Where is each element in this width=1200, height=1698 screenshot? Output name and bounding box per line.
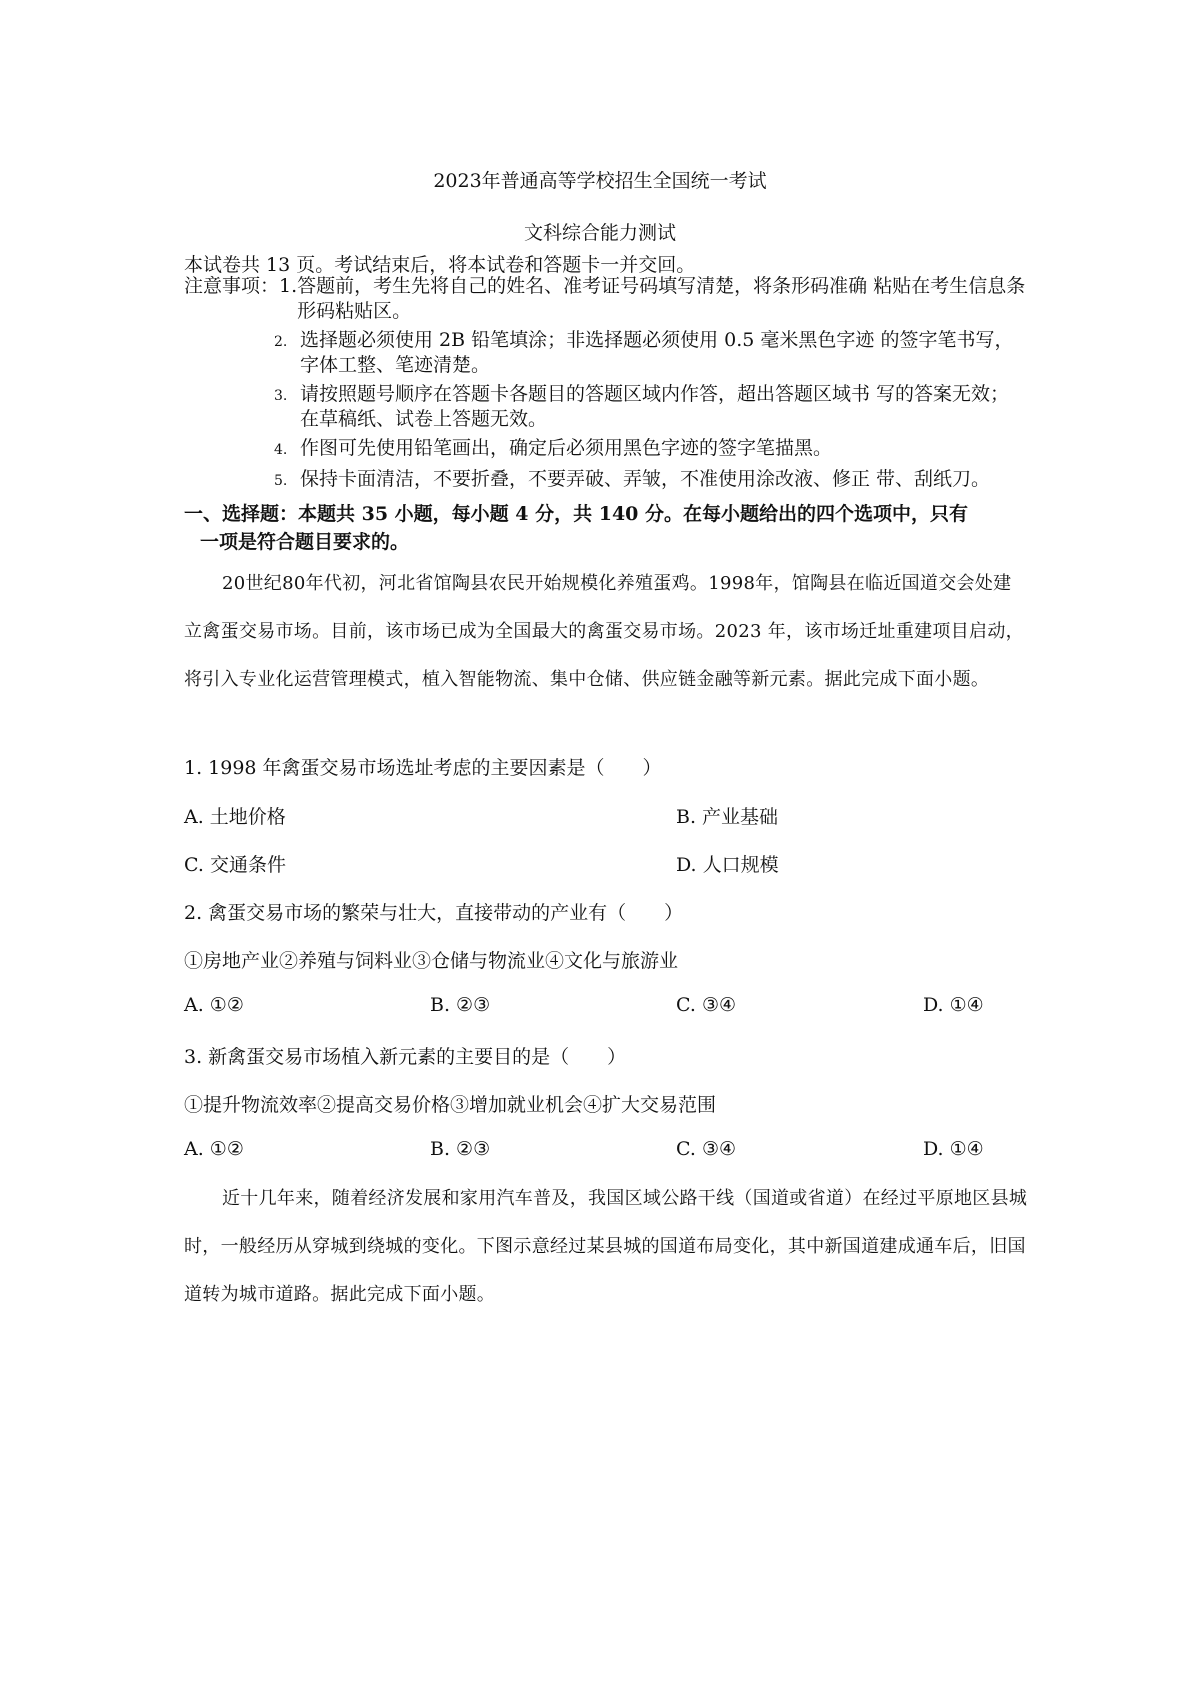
q2-option-d: D. ①④ <box>923 994 984 1016</box>
q3-option-b: B. ②③ <box>430 1138 491 1160</box>
page-count-note: 本试卷共 13 页。考试结束后，将本试卷和答题卡一并交回。 <box>184 254 696 276</box>
question-1-stem: 1. 1998 年禽蛋交易市场选址考虑的主要因素是（ ） <box>184 757 662 779</box>
question-2-stem: 2. 禽蛋交易市场的繁荣与壮大，直接带动的产业有（ ） <box>184 902 684 924</box>
instruction-3 <box>184 382 1028 432</box>
instruction-2 <box>184 328 1028 378</box>
exam-subtitle: 文科综合能力测试 <box>523 222 676 244</box>
instruction-text: 选择题必须使用 2B 铅笔填涂；非选择题必须使用 0.5 毫米黑色字迹 的签字笔书写，字体工整、笔迹清楚。 <box>300 329 1014 376</box>
instructions-lead: 注意事项： <box>184 275 280 297</box>
section-heading-line-2: 一项是符合题目要求的。 <box>200 531 410 553</box>
instruction-text: 保持卡面清洁，不要折叠，不要弄破、弄皱，不准使用涂改液、修正 带、刮纸刀。 <box>300 468 991 490</box>
instruction-1 <box>184 274 1028 324</box>
q3-option-d: D. ①④ <box>923 1138 984 1160</box>
instruction-number: 3. <box>274 388 288 404</box>
exam-title: 2023年普通高等学校招生全国统一考试 <box>433 170 767 192</box>
instruction-5 <box>184 467 1028 494</box>
passage-2: 近十几年来，随着经济发展和家用汽车普及，我国区域公路干线（国道或省道）在经过平原地区县城时，一般经历从穿城到绕城的变化。下图示意经过某县城的国道布局变化，其中新国道建成通车后，旧国道转为城市道路。据此完成下面小题。 <box>184 1188 1028 1305</box>
question-2-items: ①房地产业②养殖与饲料业③仓储与物流业④文化与旅游业 <box>184 950 679 972</box>
instruction-number: 1. <box>279 275 298 297</box>
q1-option-b: B. 产业基础 <box>676 806 779 828</box>
instruction-number: 4. <box>274 442 288 458</box>
instructions <box>184 274 1028 494</box>
q1-option-c: C. 交通条件 <box>184 854 286 876</box>
q3-option-c: C. ③④ <box>676 1138 737 1160</box>
question-3-stem: 3. 新禽蛋交易市场植入新元素的主要目的是（ ） <box>184 1046 627 1068</box>
q2-option-b: B. ②③ <box>430 994 491 1016</box>
q2-option-a: A. ①② <box>184 994 244 1016</box>
section-heading <box>184 500 1028 556</box>
question-3-items: ①提升物流效率②提高交易价格③增加就业机会④扩大交易范围 <box>184 1094 717 1116</box>
q3-option-a: A. ①② <box>184 1138 244 1160</box>
q1-option-a: A. 土地价格 <box>184 806 286 828</box>
instruction-text: 作图可先使用铅笔画出，确定后必须用黑色字迹的签字笔描黑。 <box>300 437 833 459</box>
instruction-number: 2. <box>274 334 288 350</box>
q1-option-d: D. 人口规模 <box>676 854 779 876</box>
passage-1: 20世纪80年代初，河北省馆陶县农民开始规模化养殖蛋鸡。1998年，馆陶县在临近国道交会处建立禽蛋交易市场。目前，该市场已成为全国最大的禽蛋交易市场。2023 年，该市场迁址重建项目启动，将引入专业化运营管理模式，植入智能物流、集中仓储、供应链金融等新元素。据此完成下面小题。 <box>184 573 1024 690</box>
instruction-number: 5. <box>274 473 288 489</box>
section-heading-line-1: 一、选择题：本题共 35 小题，每小题 4 分，共 140 分。在每小题给出的四个选项中，只有 <box>184 503 969 525</box>
instruction-text: 答题前，考生先将自己的姓名、准考证号码填写清楚，将条形码准确 粘贴在考生信息条形码粘贴区。 <box>297 275 1026 322</box>
q2-option-c: C. ③④ <box>676 994 737 1016</box>
instruction-4 <box>184 436 1028 463</box>
instruction-text: 请按照题号顺序在答题卡各题目的答题区域内作答，超出答题区域书 写的答案无效；在草稿纸、试卷上答题无效。 <box>300 383 1010 430</box>
